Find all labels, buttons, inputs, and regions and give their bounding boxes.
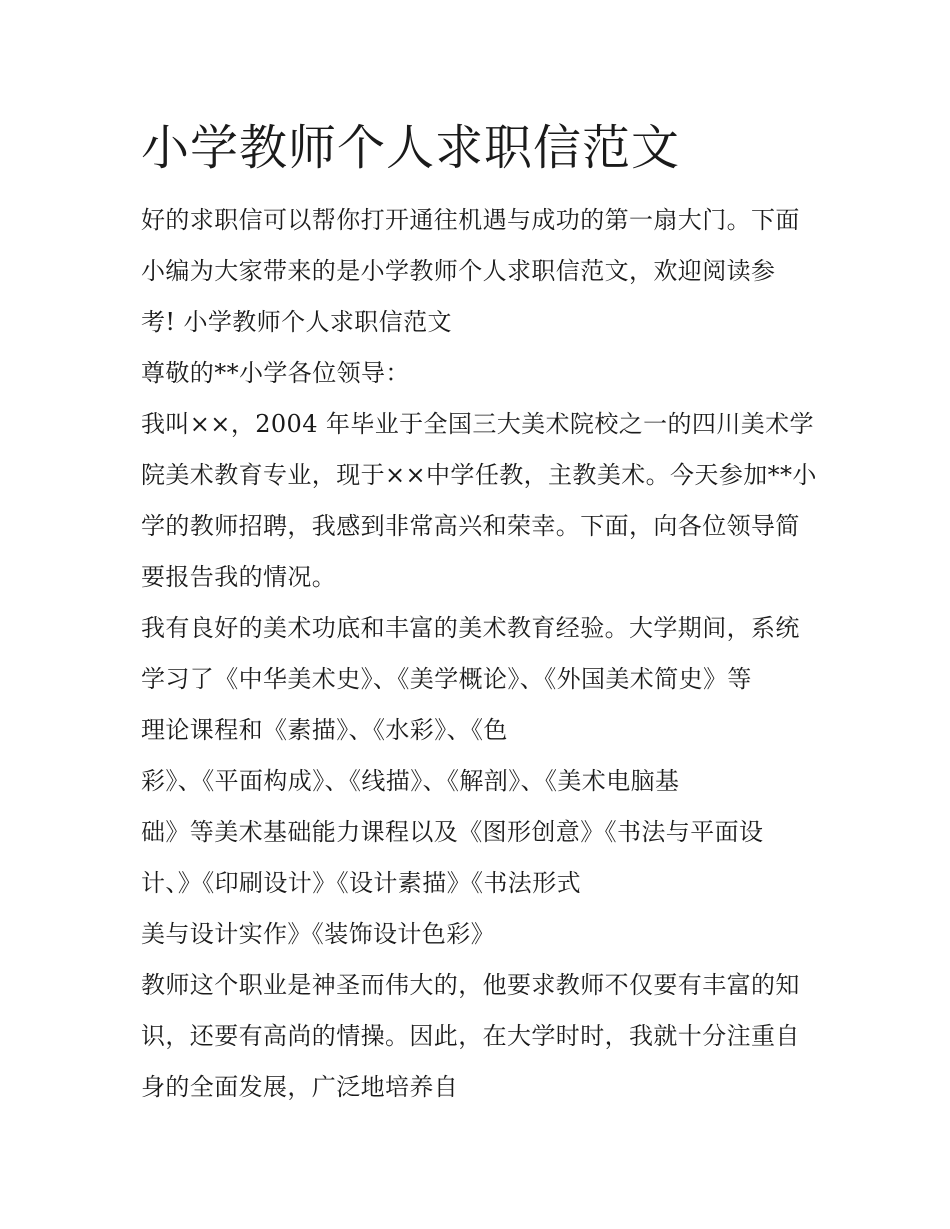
text-line: 美与设计实作》《装饰设计色彩》 <box>141 920 495 948</box>
document-body <box>141 195 831 1113</box>
text-line: 好的求职信可以帮你打开通往机遇与成功的第一扇大门。下面 <box>141 206 800 234</box>
text-line: 我叫××，2004 年毕业于全国三大美术院校之一的四川美术学 <box>141 410 814 438</box>
text-line: 我有良好的美术功底和丰富的美术教育经验。大学期间，系统 <box>141 614 800 642</box>
text-line: 学习了《中华美术史》、《美学概论》、《外国美术简史》等 <box>141 665 752 693</box>
text-line: 彩》、《平面构成》、《线描》、《解剖》、《美术电脑基 <box>141 767 680 795</box>
document-title: 小学教师个人求职信范文 <box>141 120 681 176</box>
text-line: 教师这个职业是神圣而伟大的，他要求教师不仅要有丰富的知 <box>141 971 800 999</box>
text-line: 础》等美术基础能力课程以及《图形创意》《书法与平面设 <box>141 818 764 846</box>
text-line: 计、》《印刷设计》《设计素描》《书法形式 <box>141 869 581 897</box>
text-line: 学的教师招聘，我感到非常高兴和荣幸。下面，向各位领导简 <box>141 512 800 540</box>
text-line: 识，还要有高尚的情操。因此，在大学时时，我就十分注重自 <box>141 1022 800 1050</box>
text-line: 要报告我的情况。 <box>141 563 337 591</box>
text-line: 院美术教育专业，现于××中学任教，主教美术。今天参加**小 <box>141 461 817 489</box>
text-line: 小编为大家带来的是小学教师个人求职信范文，欢迎阅读参 <box>141 257 776 285</box>
salutation-line: 尊敬的**小学各位领导： <box>141 359 410 387</box>
text-line: 考! 小学教师个人求职信范文 <box>141 308 452 336</box>
text-line: 身的全面发展，广泛地培养自 <box>141 1073 459 1101</box>
text-line: 理论课程和《素描》、《水彩》、《色 <box>141 716 508 744</box>
